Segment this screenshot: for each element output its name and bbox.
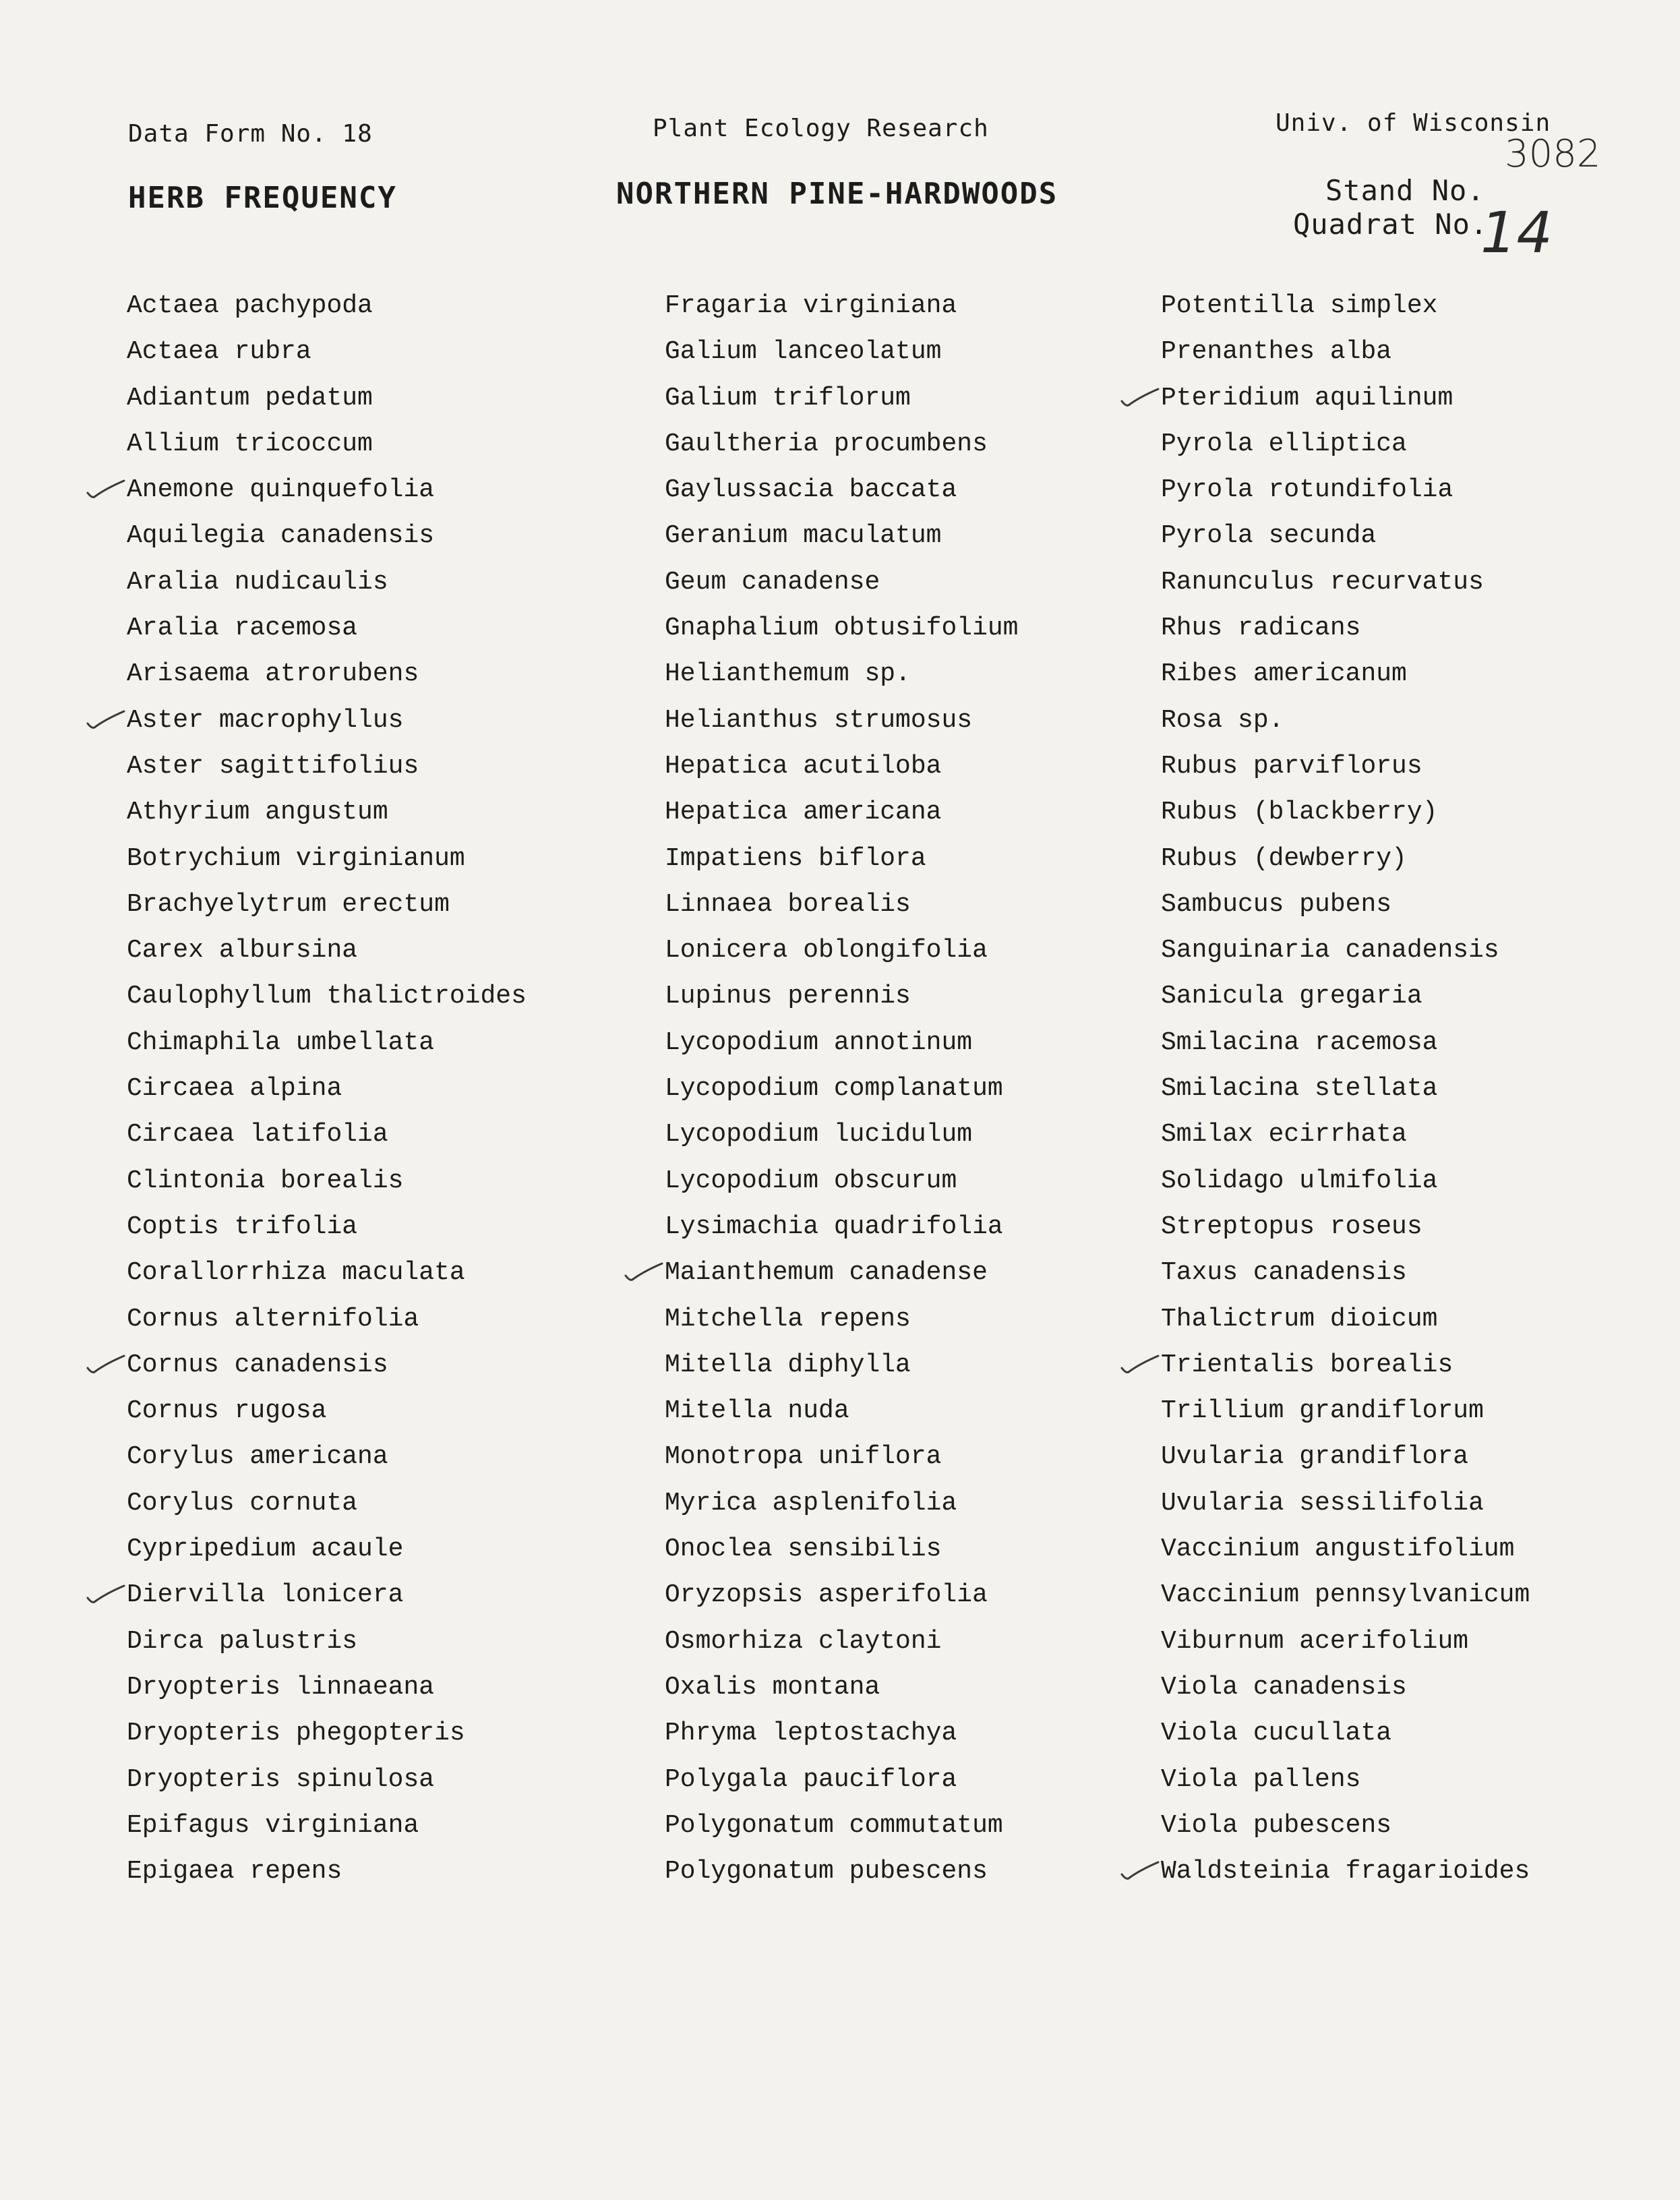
species-row	[1161, 1619, 1530, 1665]
species-row	[127, 376, 527, 421]
species-name: Corylus americana	[127, 1442, 388, 1472]
species-name: Maianthemum canadense	[665, 1258, 988, 1288]
species-name: Aquilegia canadensis	[127, 521, 435, 551]
species-name: Trillium grandiflorum	[1161, 1396, 1484, 1426]
species-row	[665, 1112, 1019, 1158]
species-name: Pyrola secunda	[1161, 521, 1377, 551]
species-name: Lycopodium complanatum	[665, 1074, 1003, 1104]
species-row	[665, 376, 1019, 421]
species-name: Cornus rugosa	[127, 1396, 327, 1426]
species-row	[1161, 790, 1530, 835]
species-row	[665, 513, 1019, 559]
species-row	[127, 1526, 527, 1572]
species-row	[127, 1297, 527, 1342]
organization: Plant Ecology Research	[653, 115, 989, 142]
species-name: Dirca palustris	[127, 1626, 358, 1656]
species-row	[1161, 1204, 1530, 1250]
species-name: Viola cucullata	[1161, 1719, 1392, 1748]
species-name: Onoclea sensibilis	[665, 1535, 942, 1564]
species-row	[665, 1572, 1019, 1618]
species-row	[1161, 1526, 1530, 1572]
species-name: Adiantum pedatum	[127, 383, 373, 413]
species-name: Brachyelytrum erectum	[127, 889, 450, 919]
species-row	[665, 1665, 1019, 1711]
species-row	[1161, 1572, 1530, 1618]
species-row	[665, 698, 1019, 744]
species-row	[1161, 974, 1530, 1019]
species-name: Aralia nudicaulis	[127, 567, 388, 597]
species-name: Vaccinium angustifolium	[1161, 1535, 1515, 1564]
species-row	[1161, 928, 1530, 974]
species-name: Cornus canadensis	[127, 1350, 388, 1379]
species-name: Oryzopsis asperifolia	[665, 1580, 988, 1610]
species-row	[1161, 1803, 1530, 1849]
species-row	[665, 467, 1019, 513]
species-name: Chimaphila umbellata	[127, 1028, 435, 1057]
species-row	[1161, 421, 1530, 467]
species-row	[127, 1020, 527, 1066]
species-name: Ranunculus recurvatus	[1161, 567, 1484, 597]
species-name: Lycopodium obscurum	[665, 1166, 957, 1195]
species-name: Sanicula gregaria	[1161, 982, 1422, 1011]
species-name: Solidago ulmifolia	[1161, 1166, 1438, 1195]
species-name: Pyrola rotundifolia	[1161, 475, 1453, 505]
species-name: Clintonia borealis	[127, 1166, 404, 1195]
species-row	[665, 283, 1019, 329]
species-row	[127, 790, 527, 835]
species-row	[665, 882, 1019, 928]
species-name: Actaea pachypoda	[127, 291, 373, 320]
species-name: Galium lanceolatum	[665, 337, 942, 367]
species-name: Rubus (blackberry)	[1161, 798, 1438, 827]
species-name: Gnaphalium obtusifolium	[665, 614, 1019, 643]
species-row	[127, 974, 527, 1019]
species-name: Smilacina stellata	[1161, 1074, 1438, 1104]
species-row	[1161, 1388, 1530, 1434]
species-row	[665, 421, 1019, 467]
species-row	[127, 1250, 527, 1296]
species-row	[127, 421, 527, 467]
species-row	[127, 1572, 527, 1618]
species-row	[665, 1526, 1019, 1572]
species-row	[1161, 1711, 1530, 1756]
species-name: Corallorrhiza maculata	[127, 1258, 465, 1288]
species-name: Polygala pauciflora	[665, 1764, 957, 1794]
species-row	[127, 1112, 527, 1158]
species-row	[665, 329, 1019, 375]
species-name: Actaea rubra	[127, 337, 311, 367]
species-row	[1161, 376, 1530, 421]
species-name: Corylus cornuta	[127, 1488, 358, 1518]
species-row	[1161, 1297, 1530, 1342]
species-name: Sambucus pubens	[1161, 889, 1392, 919]
species-row	[1161, 1112, 1530, 1158]
handwritten-check-mark-icon	[85, 1350, 125, 1377]
species-row	[127, 283, 527, 329]
species-row	[665, 1342, 1019, 1388]
species-name: Smilax ecirrhata	[1161, 1120, 1407, 1150]
species-row	[1161, 1342, 1530, 1388]
species-name: Fragaria virginiana	[665, 291, 957, 320]
species-name: Linnaea borealis	[665, 889, 911, 919]
species-row	[1161, 329, 1530, 375]
species-row	[665, 1020, 1019, 1066]
species-row	[1161, 1020, 1530, 1066]
quadrat-number-handwritten: 14	[1480, 200, 1553, 266]
handwritten-check-mark-icon	[1119, 384, 1160, 411]
species-name: Lysimachia quadrifolia	[665, 1212, 1003, 1241]
species-row	[665, 1250, 1019, 1296]
species-name: Viola pallens	[1161, 1764, 1361, 1794]
species-name: Ribes americanum	[1161, 659, 1407, 689]
species-name: Viola canadensis	[1161, 1672, 1407, 1702]
species-row	[1161, 1481, 1530, 1526]
species-row	[1161, 836, 1530, 882]
species-name: Viburnum acerifolium	[1161, 1626, 1469, 1656]
species-name: Anemone quinquefolia	[127, 475, 435, 505]
species-name: Thalictrum dioicum	[1161, 1304, 1438, 1334]
species-name: Lycopodium lucidulum	[665, 1120, 973, 1150]
species-row	[665, 836, 1019, 882]
species-name: Smilacina racemosa	[1161, 1028, 1438, 1057]
species-name: Aster macrophyllus	[127, 705, 404, 735]
species-row	[127, 698, 527, 744]
species-name: Sanguinaria canadensis	[1161, 936, 1499, 965]
species-column-3	[1161, 283, 1530, 1895]
species-name: Streptopus roseus	[1161, 1212, 1422, 1241]
species-name: Carex albursina	[127, 936, 358, 965]
species-name: Mitella nuda	[665, 1396, 849, 1426]
species-row	[127, 605, 527, 651]
species-column-2	[665, 283, 1019, 1895]
species-row	[665, 1388, 1019, 1434]
handwritten-check-mark-icon	[1119, 1350, 1160, 1377]
species-name: Allium tricoccum	[127, 429, 373, 458]
species-name: Polygonatum pubescens	[665, 1857, 988, 1886]
species-row	[1161, 1250, 1530, 1296]
species-name: Arisaema atrorubens	[127, 659, 419, 689]
species-name: Taxus canadensis	[1161, 1258, 1407, 1288]
species-row	[127, 882, 527, 928]
species-name: Phryma leptostachya	[665, 1719, 957, 1748]
species-name: Monotropa uniflora	[665, 1442, 942, 1472]
species-row	[665, 605, 1019, 651]
species-row	[665, 1757, 1019, 1803]
species-row	[127, 1803, 527, 1849]
species-name: Polygonatum commutatum	[665, 1810, 1003, 1840]
species-row	[1161, 467, 1530, 513]
species-name: Hepatica acutiloba	[665, 751, 942, 781]
species-row	[665, 651, 1019, 697]
species-name: Dryopteris phegopteris	[127, 1719, 465, 1748]
species-row	[665, 1066, 1019, 1112]
species-name: Rhus radicans	[1161, 614, 1361, 643]
species-row	[1161, 651, 1530, 697]
species-name: Aster sagittifolius	[127, 751, 419, 781]
species-row	[127, 1434, 527, 1480]
species-name: Gaylussacia baccata	[665, 475, 957, 505]
species-row	[665, 1711, 1019, 1756]
species-name: Vaccinium pennsylvanicum	[1161, 1580, 1530, 1610]
species-row	[127, 1158, 527, 1204]
species-name: Diervilla lonicera	[127, 1580, 404, 1610]
species-row	[665, 1619, 1019, 1665]
species-name: Rubus (dewberry)	[1161, 843, 1407, 873]
species-row	[1161, 513, 1530, 559]
species-row	[1161, 698, 1530, 744]
species-name: Athyrium angustum	[127, 798, 388, 827]
species-name: Cornus alternifolia	[127, 1304, 419, 1334]
species-name: Pteridium aquilinum	[1161, 383, 1453, 413]
handwritten-check-mark-icon	[85, 1580, 125, 1607]
species-row	[127, 651, 527, 697]
species-name: Hepatica americana	[665, 798, 942, 827]
stand-number-handwritten: 3082	[1505, 132, 1601, 176]
species-name: Lonicera oblongifolia	[665, 936, 988, 965]
species-row	[1161, 1757, 1530, 1803]
species-row	[665, 744, 1019, 790]
species-name: Circaea latifolia	[127, 1120, 388, 1150]
species-row	[127, 836, 527, 882]
form-title: HERB FREQUENCY	[128, 181, 397, 215]
species-row	[127, 1665, 527, 1711]
species-name: Rubus parviflorus	[1161, 751, 1422, 781]
species-name: Dryopteris linnaeana	[127, 1672, 435, 1702]
species-name: Impatiens biflora	[665, 843, 926, 873]
species-row	[1161, 1849, 1530, 1895]
species-name: Waldsteinia fragarioides	[1161, 1857, 1530, 1886]
species-name: Uvularia grandiflora	[1161, 1442, 1469, 1472]
species-row	[665, 1297, 1019, 1342]
species-name: Rosa sp.	[1161, 705, 1284, 735]
species-row	[1161, 882, 1530, 928]
species-row	[127, 744, 527, 790]
species-name: Viola pubescens	[1161, 1810, 1392, 1840]
species-column-1	[127, 283, 527, 1895]
species-row	[1161, 1665, 1530, 1711]
species-name: Lupinus perennis	[665, 982, 911, 1011]
species-row	[1161, 560, 1530, 605]
handwritten-check-mark-icon	[623, 1258, 663, 1285]
species-row	[665, 1204, 1019, 1250]
species-name: Dryopteris spinulosa	[127, 1764, 435, 1794]
handwritten-check-mark-icon	[85, 706, 125, 733]
handwritten-check-mark-icon	[85, 475, 125, 502]
species-name: Coptis trifolia	[127, 1212, 358, 1241]
species-row	[665, 1849, 1019, 1895]
species-row	[127, 513, 527, 559]
species-row	[127, 1342, 527, 1388]
species-row	[665, 1803, 1019, 1849]
species-row	[665, 560, 1019, 605]
species-name: Geranium maculatum	[665, 521, 942, 551]
species-name: Aralia racemosa	[127, 614, 358, 643]
community-title: NORTHERN PINE-HARDWOODS	[616, 177, 1058, 211]
species-row	[1161, 744, 1530, 790]
species-row	[127, 467, 527, 513]
species-row	[1161, 283, 1530, 329]
species-row	[665, 1434, 1019, 1480]
species-row	[127, 1711, 527, 1756]
species-name: Potentilla simplex	[1161, 291, 1438, 320]
species-row	[127, 1204, 527, 1250]
species-row	[665, 928, 1019, 974]
species-row	[1161, 1066, 1530, 1112]
species-row	[665, 1158, 1019, 1204]
species-name: Cypripedium acaule	[127, 1535, 404, 1564]
species-name: Oxalis montana	[665, 1672, 880, 1702]
species-row	[127, 1757, 527, 1803]
species-name: Galium triflorum	[665, 383, 911, 413]
species-name: Uvularia sessilifolia	[1161, 1488, 1484, 1518]
species-row	[127, 1388, 527, 1434]
species-name: Gaultheria procumbens	[665, 429, 988, 458]
species-name: Epifagus virginiana	[127, 1810, 419, 1840]
species-name: Lycopodium annotinum	[665, 1028, 973, 1057]
species-row	[665, 974, 1019, 1019]
species-name: Mitella diphylla	[665, 1350, 911, 1379]
handwritten-check-mark-icon	[1119, 1857, 1160, 1884]
species-name: Prenanthes alba	[1161, 337, 1392, 367]
species-row	[127, 1619, 527, 1665]
university: Univ. of Wisconsin	[1276, 109, 1551, 137]
form-number: Data Form No. 18	[128, 120, 373, 148]
species-row	[127, 1066, 527, 1112]
species-name: Osmorhiza claytoni	[665, 1626, 942, 1656]
species-name: Helianthus strumosus	[665, 705, 973, 735]
species-row	[665, 1481, 1019, 1526]
species-name: Myrica asplenifolia	[665, 1488, 957, 1518]
species-row	[1161, 605, 1530, 651]
species-row	[1161, 1158, 1530, 1204]
species-row	[1161, 1434, 1530, 1480]
species-row	[127, 1849, 527, 1895]
species-row	[665, 790, 1019, 835]
species-name: Caulophyllum thalictroides	[127, 982, 527, 1011]
stand-label: Stand No.	[1325, 174, 1485, 207]
species-name: Circaea alpina	[127, 1074, 342, 1104]
species-name: Trientalis borealis	[1161, 1350, 1453, 1379]
species-row	[127, 329, 527, 375]
species-name: Epigaea repens	[127, 1857, 342, 1886]
species-name: Botrychium virginianum	[127, 843, 465, 873]
species-row	[127, 928, 527, 974]
species-row	[127, 560, 527, 605]
quadrat-label: Quadrat No.	[1293, 208, 1489, 241]
species-row	[127, 1481, 527, 1526]
species-name: Geum canadense	[665, 567, 880, 597]
species-name: Pyrola elliptica	[1161, 429, 1407, 458]
species-name: Helianthemum sp.	[665, 659, 911, 689]
species-name: Mitchella repens	[665, 1304, 911, 1334]
